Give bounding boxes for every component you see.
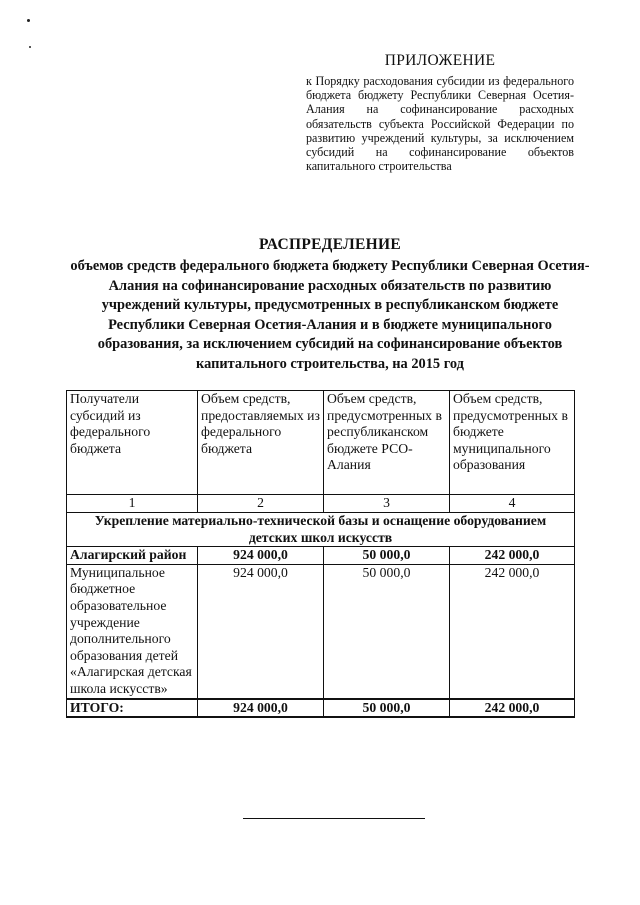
appendix-block bbox=[306, 52, 574, 173]
recipient-name: Алагирский район bbox=[67, 547, 198, 565]
recipient-name: Муниципальное бюджетное образовательное учреждение дополнительного образования детей «Алагирская детская школа искусств» bbox=[67, 564, 198, 698]
scan-speck bbox=[29, 46, 31, 48]
total-row bbox=[67, 699, 575, 718]
column-number: 3 bbox=[324, 495, 450, 513]
column-number: 2 bbox=[198, 495, 324, 513]
header-recipients: Получатели субсидий из федерального бюджета bbox=[67, 391, 198, 495]
header-republic: Объем средств, предусмотренных в республиканском бюджете РСО-Алания bbox=[324, 391, 450, 495]
municipal-value: 242 000,0 bbox=[450, 547, 575, 565]
total-label: ИТОГО: bbox=[67, 699, 198, 718]
table-header-row bbox=[67, 391, 575, 495]
column-number-row bbox=[67, 495, 575, 513]
appendix-title: ПРИЛОЖЕНИЕ bbox=[384, 52, 496, 69]
heading-title: РАСПРЕДЕЛЕНИЕ bbox=[259, 236, 401, 253]
table-row bbox=[67, 564, 575, 698]
federal-value: 924 000,0 bbox=[198, 547, 324, 565]
distribution-table bbox=[66, 390, 575, 718]
republic-value: 50 000,0 bbox=[324, 564, 450, 698]
federal-value: 924 000,0 bbox=[198, 564, 324, 698]
document-heading bbox=[70, 236, 590, 374]
header-federal: Объем средств, предоставляемых из федерального бюджета bbox=[198, 391, 324, 495]
total-federal: 924 000,0 bbox=[198, 699, 324, 718]
header-municipal: Объем средств, предусмотренных в бюджете муниципального образования bbox=[450, 391, 575, 495]
table-row bbox=[67, 547, 575, 565]
total-republic: 50 000,0 bbox=[324, 699, 450, 718]
section-title: Укрепление материально-технической базы и оснащение оборудованием детских школ искусств bbox=[67, 513, 575, 547]
heading-text: объемов средств федерального бюджета бюджету Республики Северная Осетия-Алания на софинансирование расходных обязательств по развитию учреждений культуры, предусмотренных в республиканском бюджете Республики Северная Осетия-Алания и в бюджете муниципального образования, за исключением субсидий на софинансирование объектов капитального строительства, на 2015 год bbox=[70, 258, 590, 372]
footer-divider bbox=[243, 818, 425, 819]
republic-value: 50 000,0 bbox=[324, 547, 450, 565]
column-number: 4 bbox=[450, 495, 575, 513]
section-row bbox=[67, 513, 575, 547]
column-number: 1 bbox=[67, 495, 198, 513]
scan-speck bbox=[27, 19, 30, 22]
appendix-text: к Порядку расходования субсидии из федерального бюджета бюджету Республики Северная Осетия-Алания на софинансирование расходных обязательств субъекта Российской Федерации по развитию учреждений культуры, за исключением субсидий на софинансирование объектов капитального строительства bbox=[306, 74, 574, 174]
municipal-value: 242 000,0 bbox=[450, 564, 575, 698]
total-municipal: 242 000,0 bbox=[450, 699, 575, 718]
